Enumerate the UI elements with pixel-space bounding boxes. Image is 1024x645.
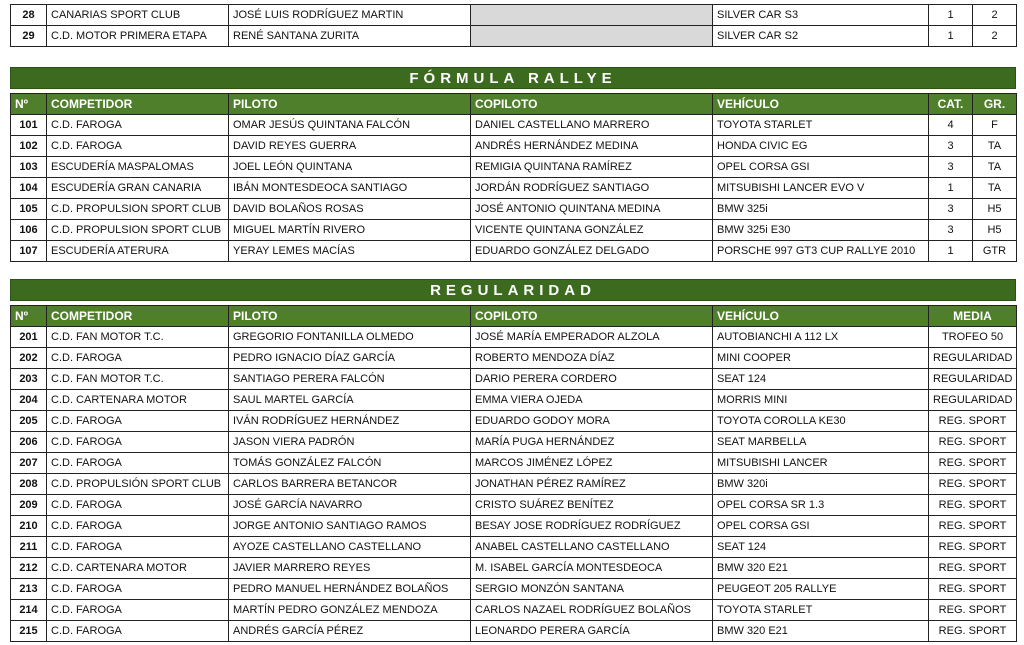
cell-num: 206 [11,432,47,453]
cell-num: 213 [11,579,47,600]
cell-copilot: JOSÉ MARÍA EMPERADOR ALZOLA [471,327,713,348]
table-row [11,199,1017,220]
cell-pilot: RENÉ SANTANA ZURITA [229,26,471,47]
cell-vehicle: AUTOBIANCHI A 112 LX [713,327,929,348]
cell-pilot: JAVIER MARRERO REYES [229,558,471,579]
cell-competitor: C.D. FAROGA [47,453,229,474]
cell-competitor: C.D. PROPULSIÓN SPORT CLUB [47,474,229,495]
table-row [11,178,1017,199]
cell-cat: 1 [929,5,973,26]
cell-competitor: C.D. CARTENARA MOTOR [47,390,229,411]
cell-copilot: BESAY JOSE RODRÍGUEZ RODRÍGUEZ [471,516,713,537]
formula-rallye-title: FÓRMULA RALLYE [10,67,1016,89]
cell-competitor: C.D. FAROGA [47,621,229,642]
cell-copilot: EDUARDO GONZÁLEZ DELGADO [471,241,713,262]
cell-copilot [471,26,713,47]
table-row [11,136,1017,157]
cell-pilot: TOMÁS GONZÁLEZ FALCÓN [229,453,471,474]
cell-media: REG. SPORT [929,495,1017,516]
cell-copilot: EDUARDO GODOY MORA [471,411,713,432]
cell-competitor: C.D. FAROGA [47,348,229,369]
cell-vehicle: MITSUBISHI LANCER EVO V [713,178,929,199]
cell-vehicle: TOYOTA STARLET [713,600,929,621]
cell-pilot: AYOZE CASTELLANO CASTELLANO [229,537,471,558]
cell-gr: F [973,115,1017,136]
cell-cat: 3 [929,157,973,178]
cell-num: 203 [11,369,47,390]
cell-copilot: DANIEL CASTELLANO MARRERO [471,115,713,136]
table-row [11,600,1017,621]
header-competitor: COMPETIDOR [47,94,229,115]
cell-copilot [471,5,713,26]
cell-pilot: JORGE ANTONIO SANTIAGO RAMOS [229,516,471,537]
cell-media: REG. SPORT [929,432,1017,453]
cell-copilot: ANDRÉS HERNÁNDEZ MEDINA [471,136,713,157]
cell-num: 106 [11,220,47,241]
cell-pilot: IVÁN RODRÍGUEZ HERNÁNDEZ [229,411,471,432]
cell-cat: 3 [929,220,973,241]
cell-competitor: C.D. FAN MOTOR T.C. [47,327,229,348]
cell-vehicle: SILVER CAR S2 [713,26,929,47]
cell-competitor: C.D. FAROGA [47,579,229,600]
cell-pilot: DAVID REYES GUERRA [229,136,471,157]
cell-copilot: MARÍA PUGA HERNÁNDEZ [471,432,713,453]
cell-competitor: C.D. CARTENARA MOTOR [47,558,229,579]
header-media: MEDIA [929,306,1017,327]
cell-copilot: JOSÉ ANTONIO QUINTANA MEDINA [471,199,713,220]
table-row [11,621,1017,642]
table-row [11,348,1017,369]
cell-competitor: C.D. FAROGA [47,600,229,621]
cell-competitor: C.D. FAROGA [47,136,229,157]
cell-cat: 1 [929,26,973,47]
cell-vehicle: BMW 320i [713,474,929,495]
table-row [11,26,1017,47]
cell-copilot: LEONARDO PERERA GARCÍA [471,621,713,642]
cell-media: REG. SPORT [929,558,1017,579]
cell-pilot: PEDRO IGNACIO DÍAZ GARCÍA [229,348,471,369]
cell-num: 209 [11,495,47,516]
cell-copilot: M. ISABEL GARCÍA MONTESDEOCA [471,558,713,579]
cell-competitor: C.D. PROPULSION SPORT CLUB [47,220,229,241]
cell-media: REGULARIDAD [929,348,1017,369]
cell-competitor: C.D. PROPULSION SPORT CLUB [47,199,229,220]
table-row [11,390,1017,411]
cell-competitor: C.D. FAN MOTOR T.C. [47,369,229,390]
cell-gr: TA [973,136,1017,157]
cell-copilot: CARLOS NAZAEL RODRÍGUEZ BOLAÑOS [471,600,713,621]
cell-media: REG. SPORT [929,453,1017,474]
cell-media: REG. SPORT [929,411,1017,432]
header-num: Nº [11,94,47,115]
cell-pilot: GREGORIO FONTANILLA OLMEDO [229,327,471,348]
cell-vehicle: BMW 325i E30 [713,220,929,241]
cell-gr: TA [973,157,1017,178]
cell-vehicle: TOYOTA COROLLA KE30 [713,411,929,432]
cell-num: 28 [11,5,47,26]
regularidad-header-row [11,306,1017,327]
cell-vehicle: PEUGEOT 205 RALLYE [713,579,929,600]
table-row [11,220,1017,241]
cell-num: 214 [11,600,47,621]
cell-num: 204 [11,390,47,411]
table-row [11,558,1017,579]
cell-vehicle: MORRIS MINI [713,390,929,411]
table-row [11,157,1017,178]
cell-pilot: JOEL LEÓN QUINTANA [229,157,471,178]
cell-copilot: JONATHAN PÉREZ RAMÍREZ [471,474,713,495]
cell-num: 212 [11,558,47,579]
table-row [11,537,1017,558]
cell-cat: 1 [929,178,973,199]
cell-vehicle: TOYOTA STARLET [713,115,929,136]
top-entries-table [10,4,1017,47]
formula-rallye-header-row [11,94,1017,115]
cell-pilot: MIGUEL MARTÍN RIVERO [229,220,471,241]
header-gr: GR. [973,94,1017,115]
cell-media: REG. SPORT [929,516,1017,537]
regularidad-title: REGULARIDAD [10,279,1016,301]
cell-num: 215 [11,621,47,642]
cell-num: 105 [11,199,47,220]
cell-pilot: SAUL MARTEL GARCÍA [229,390,471,411]
cell-pilot: DAVID BOLAÑOS ROSAS [229,199,471,220]
cell-copilot: JORDÁN RODRÍGUEZ SANTIAGO [471,178,713,199]
cell-gr: GTR [973,241,1017,262]
cell-pilot: JOSÉ LUIS RODRÍGUEZ MARTIN [229,5,471,26]
table-row [11,495,1017,516]
cell-num: 205 [11,411,47,432]
cell-pilot: ANDRÉS GARCÍA PÉREZ [229,621,471,642]
cell-num: 107 [11,241,47,262]
header-cat: CAT. [929,94,973,115]
cell-media: REG. SPORT [929,621,1017,642]
table-row [11,327,1017,348]
table-row [11,474,1017,495]
cell-vehicle: SILVER CAR S3 [713,5,929,26]
cell-competitor: C.D. FAROGA [47,495,229,516]
cell-copilot: SERGIO MONZÓN SANTANA [471,579,713,600]
cell-pilot: OMAR JESÚS QUINTANA FALCÓN [229,115,471,136]
cell-pilot: YERAY LEMES MACÍAS [229,241,471,262]
table-row [11,5,1017,26]
cell-pilot: MARTÍN PEDRO GONZÁLEZ MENDOZA [229,600,471,621]
cell-copilot: CRISTO SUÁREZ BENÍTEZ [471,495,713,516]
cell-competitor: ESCUDERÍA MASPALOMAS [47,157,229,178]
cell-num: 102 [11,136,47,157]
cell-pilot: CARLOS BARRERA BETANCOR [229,474,471,495]
cell-vehicle: OPEL CORSA GSI [713,157,929,178]
cell-pilot: PEDRO MANUEL HERNÁNDEZ BOLAÑOS [229,579,471,600]
header-num: Nº [11,306,47,327]
header-pilot: PILOTO [229,306,471,327]
top-entries-body [11,5,1017,47]
table-row [11,453,1017,474]
cell-num: 208 [11,474,47,495]
header-competitor: COMPETIDOR [47,306,229,327]
cell-vehicle: MITSUBISHI LANCER [713,453,929,474]
cell-vehicle: SEAT MARBELLA [713,432,929,453]
regularidad-body [11,327,1017,642]
header-copilot: COPILOTO [471,94,713,115]
formula-rallye-body [11,115,1017,262]
cell-vehicle: BMW 320 E21 [713,558,929,579]
cell-gr: 2 [973,5,1017,26]
cell-num: 104 [11,178,47,199]
cell-competitor: C.D. FAROGA [47,537,229,558]
cell-competitor: C.D. FAROGA [47,115,229,136]
cell-num: 210 [11,516,47,537]
cell-media: REG. SPORT [929,474,1017,495]
cell-media: REG. SPORT [929,600,1017,621]
cell-media: REGULARIDAD [929,390,1017,411]
table-row [11,369,1017,390]
cell-cat: 3 [929,199,973,220]
cell-cat: 1 [929,241,973,262]
regularidad-table [10,305,1017,642]
cell-competitor: ESCUDERÍA GRAN CANARIA [47,178,229,199]
cell-vehicle: PORSCHE 997 GT3 CUP RALLYE 2010 [713,241,929,262]
cell-pilot: SANTIAGO PERERA FALCÓN [229,369,471,390]
cell-copilot: ANABEL CASTELLANO CASTELLANO [471,537,713,558]
cell-cat: 4 [929,115,973,136]
cell-copilot: VICENTE QUINTANA GONZÁLEZ [471,220,713,241]
cell-competitor: ESCUDERÍA ATERURA [47,241,229,262]
header-copilot: COPILOTO [471,306,713,327]
cell-competitor: C.D. MOTOR PRIMERA ETAPA [47,26,229,47]
cell-media: REG. SPORT [929,579,1017,600]
cell-copilot: ROBERTO MENDOZA DÍAZ [471,348,713,369]
header-vehicle: VEHÍCULO [713,306,929,327]
cell-pilot: JOSÉ GARCÍA NAVARRO [229,495,471,516]
table-row [11,579,1017,600]
cell-pilot: JASON VIERA PADRÓN [229,432,471,453]
table-row [11,432,1017,453]
cell-vehicle: OPEL CORSA GSI [713,516,929,537]
table-row [11,241,1017,262]
cell-vehicle: SEAT 124 [713,537,929,558]
cell-competitor: CANARIAS SPORT CLUB [47,5,229,26]
cell-media: REGULARIDAD [929,369,1017,390]
cell-num: 201 [11,327,47,348]
cell-pilot: IBÁN MONTESDEOCA SANTIAGO [229,178,471,199]
cell-num: 207 [11,453,47,474]
cell-media: REG. SPORT [929,537,1017,558]
cell-copilot: REMIGIA QUINTANA RAMÍREZ [471,157,713,178]
cell-competitor: C.D. FAROGA [47,411,229,432]
cell-num: 29 [11,26,47,47]
cell-vehicle: HONDA CIVIC EG [713,136,929,157]
cell-vehicle: MINI COOPER [713,348,929,369]
cell-num: 101 [11,115,47,136]
cell-gr: H5 [973,199,1017,220]
cell-gr: 2 [973,26,1017,47]
cell-copilot: EMMA VIERA OJEDA [471,390,713,411]
table-row [11,411,1017,432]
cell-num: 211 [11,537,47,558]
cell-copilot: MARCOS JIMÉNEZ LÓPEZ [471,453,713,474]
cell-competitor: C.D. FAROGA [47,516,229,537]
cell-gr: TA [973,178,1017,199]
table-row [11,115,1017,136]
formula-rallye-table [10,93,1017,262]
table-row [11,516,1017,537]
header-vehicle: VEHÍCULO [713,94,929,115]
cell-num: 103 [11,157,47,178]
cell-copilot: DARIO PERERA CORDERO [471,369,713,390]
cell-vehicle: BMW 325i [713,199,929,220]
cell-media: TROFEO 50 [929,327,1017,348]
cell-num: 202 [11,348,47,369]
cell-vehicle: OPEL CORSA SR 1.3 [713,495,929,516]
cell-cat: 3 [929,136,973,157]
cell-vehicle: SEAT 124 [713,369,929,390]
cell-gr: H5 [973,220,1017,241]
cell-vehicle: BMW 320 E21 [713,621,929,642]
cell-competitor: C.D. FAROGA [47,432,229,453]
header-pilot: PILOTO [229,94,471,115]
